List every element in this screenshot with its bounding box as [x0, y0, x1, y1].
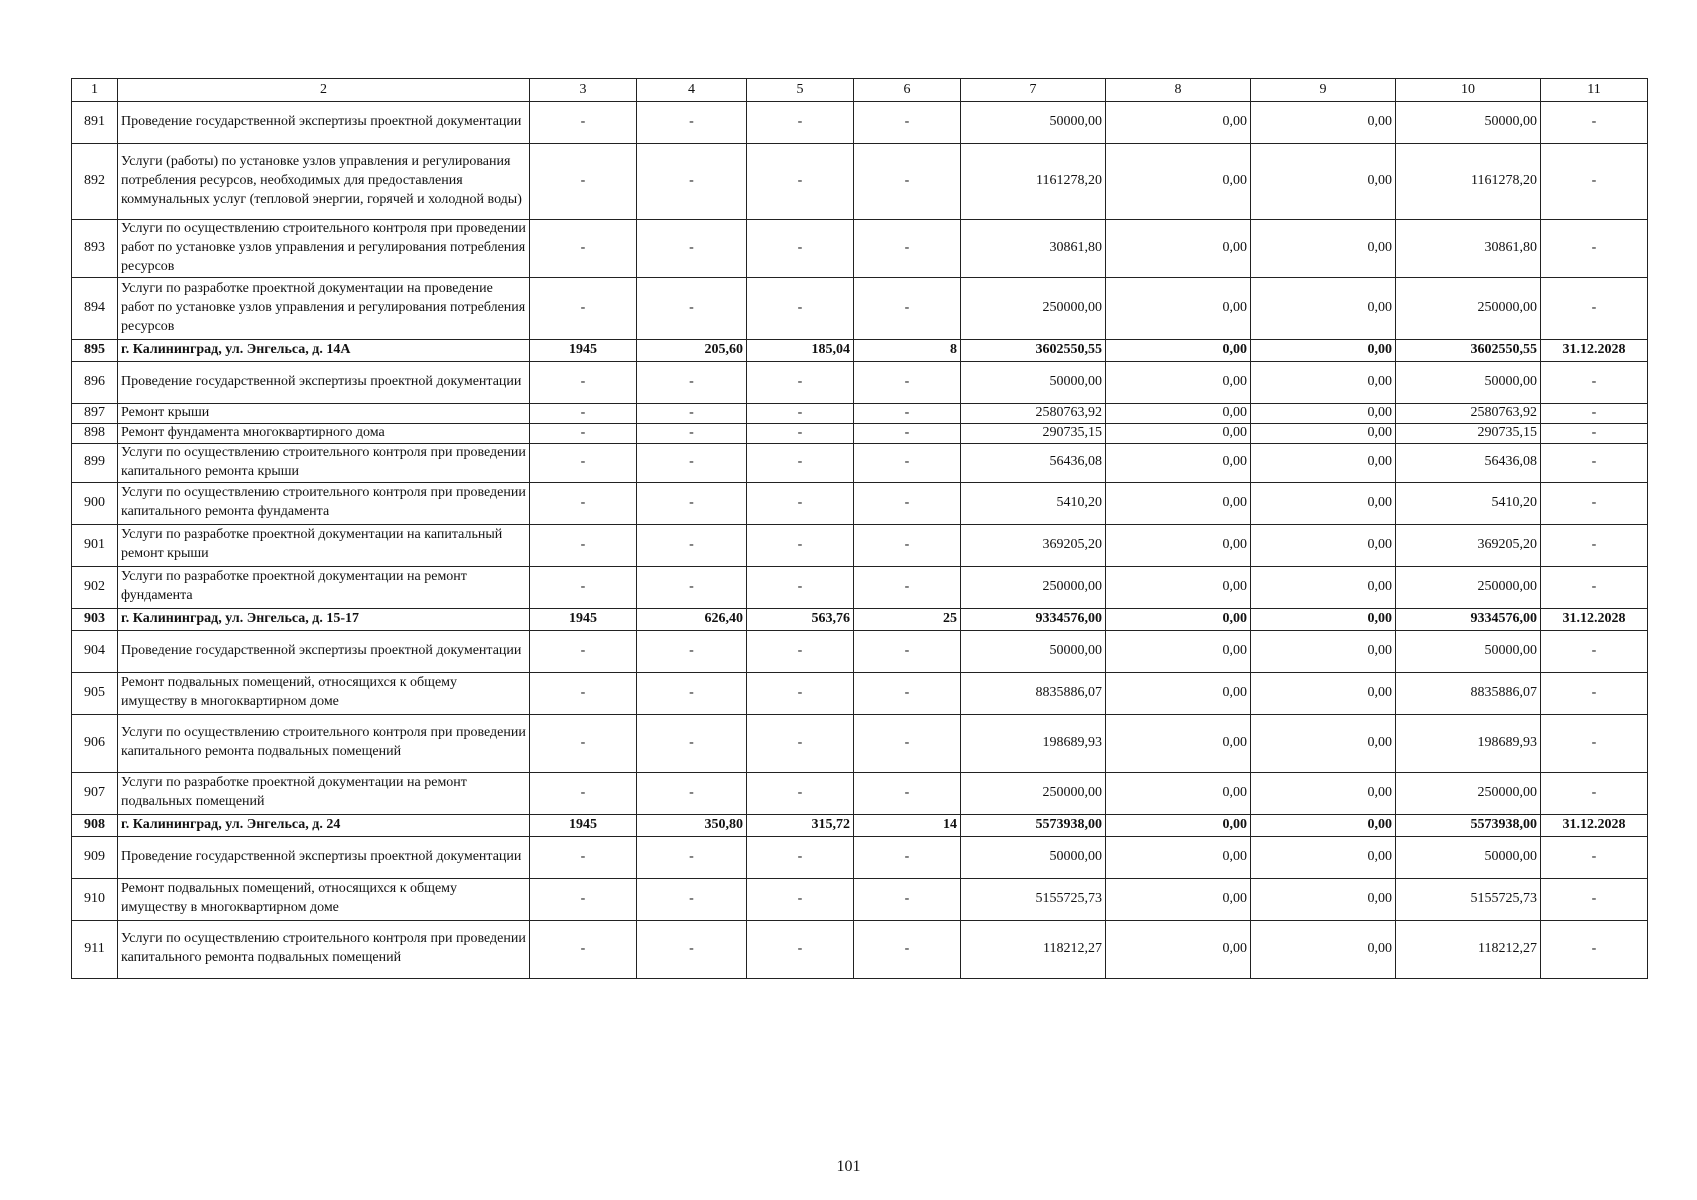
- cell-fund-regional: 0,00: [1106, 404, 1251, 424]
- cell-year-built: -: [530, 566, 637, 608]
- cell-living-area: -: [747, 524, 854, 566]
- cell-completion-date: 31.12.2028: [1541, 814, 1648, 836]
- cell-row-number: 900: [72, 482, 118, 524]
- cell-year-built: -: [530, 423, 637, 443]
- cell-total-cost: 5410,20: [961, 482, 1106, 524]
- cell-total-cost: 50000,00: [961, 102, 1106, 144]
- cell-owner-funds: 8835886,07: [1396, 672, 1541, 714]
- cell-total-area: -: [637, 878, 747, 920]
- cell-row-number: 908: [72, 814, 118, 836]
- address-row: [72, 340, 1648, 362]
- table-row: [72, 482, 1648, 524]
- cell-total-area: -: [637, 144, 747, 220]
- cell-fund-local: 0,00: [1251, 404, 1396, 424]
- cell-fund-regional: 0,00: [1106, 340, 1251, 362]
- cell-work-description: Услуги по осуществлению строительного контроля при проведении капитального ремонта подвальных помещений: [118, 920, 530, 978]
- cell-fund-regional: 0,00: [1106, 920, 1251, 978]
- table-row: [72, 772, 1648, 814]
- cell-fund-regional: 0,00: [1106, 608, 1251, 630]
- cell-owner-funds: 50000,00: [1396, 362, 1541, 404]
- cell-year-built: -: [530, 443, 637, 482]
- cell-year-built: -: [530, 878, 637, 920]
- cell-fund-local: 0,00: [1251, 278, 1396, 340]
- cell-fund-regional: 0,00: [1106, 524, 1251, 566]
- cell-fund-local: 0,00: [1251, 423, 1396, 443]
- table-row: [72, 878, 1648, 920]
- cell-fund-local: 0,00: [1251, 878, 1396, 920]
- cell-total-area: -: [637, 278, 747, 340]
- cell-total-cost: 30861,80: [961, 220, 1106, 278]
- cell-total-cost: 290735,15: [961, 423, 1106, 443]
- cell-row-number: 894: [72, 278, 118, 340]
- column-header-8: 8: [1106, 79, 1251, 102]
- cell-year-built: 1945: [530, 340, 637, 362]
- column-header-3: 3: [530, 79, 637, 102]
- cell-completion-date: -: [1541, 278, 1648, 340]
- cell-year-built: -: [530, 672, 637, 714]
- cell-fund-regional: 0,00: [1106, 566, 1251, 608]
- cell-total-area: -: [637, 423, 747, 443]
- cell-total-cost: 1161278,20: [961, 144, 1106, 220]
- cell-row-number: 898: [72, 423, 118, 443]
- cell-work-description: г. Калининград, ул. Энгельса, д. 24: [118, 814, 530, 836]
- table-row: [72, 423, 1648, 443]
- cell-total-area: -: [637, 772, 747, 814]
- cell-total-area: 205,60: [637, 340, 747, 362]
- cell-work-description: Проведение государственной экспертизы проектной документации: [118, 362, 530, 404]
- address-row: [72, 814, 1648, 836]
- cell-total-area: -: [637, 220, 747, 278]
- cell-owner-funds: 30861,80: [1396, 220, 1541, 278]
- cell-fund-local: 0,00: [1251, 220, 1396, 278]
- cell-year-built: -: [530, 524, 637, 566]
- cell-living-area: -: [747, 772, 854, 814]
- cell-living-area: -: [747, 672, 854, 714]
- cell-living-area: -: [747, 220, 854, 278]
- cell-total-area: -: [637, 836, 747, 878]
- cell-residents-count: -: [854, 404, 961, 424]
- cell-total-area: -: [637, 404, 747, 424]
- cell-year-built: -: [530, 714, 637, 772]
- column-header-7: 7: [961, 79, 1106, 102]
- cell-total-area: -: [637, 524, 747, 566]
- cell-total-cost: 250000,00: [961, 772, 1106, 814]
- cell-total-area: -: [637, 714, 747, 772]
- cell-living-area: 315,72: [747, 814, 854, 836]
- cell-row-number: 911: [72, 920, 118, 978]
- cell-completion-date: -: [1541, 920, 1648, 978]
- cell-total-area: 350,80: [637, 814, 747, 836]
- cell-total-cost: 5155725,73: [961, 878, 1106, 920]
- cell-residents-count: -: [854, 144, 961, 220]
- cell-fund-regional: 0,00: [1106, 772, 1251, 814]
- cell-row-number: 905: [72, 672, 118, 714]
- cell-completion-date: -: [1541, 878, 1648, 920]
- cell-fund-regional: 0,00: [1106, 878, 1251, 920]
- cell-row-number: 907: [72, 772, 118, 814]
- cell-work-description: Услуги по осуществлению строительного контроля при проведении капитального ремонта крыши: [118, 443, 530, 482]
- cell-work-description: г. Калининград, ул. Энгельса, д. 14А: [118, 340, 530, 362]
- cell-completion-date: -: [1541, 423, 1648, 443]
- cell-completion-date: -: [1541, 672, 1648, 714]
- column-header-11: 11: [1541, 79, 1648, 102]
- cell-total-cost: 369205,20: [961, 524, 1106, 566]
- cell-total-cost: 3602550,55: [961, 340, 1106, 362]
- cell-owner-funds: 1161278,20: [1396, 144, 1541, 220]
- cell-fund-local: 0,00: [1251, 920, 1396, 978]
- cell-row-number: 903: [72, 608, 118, 630]
- cell-work-description: Услуги по осуществлению строительного контроля при проведении капитального ремонта подвальных помещений: [118, 714, 530, 772]
- cell-living-area: -: [747, 482, 854, 524]
- cell-completion-date: 31.12.2028: [1541, 340, 1648, 362]
- cell-residents-count: -: [854, 772, 961, 814]
- cell-living-area: -: [747, 836, 854, 878]
- cell-living-area: -: [747, 714, 854, 772]
- cell-year-built: -: [530, 144, 637, 220]
- cell-completion-date: -: [1541, 404, 1648, 424]
- table-row: [72, 672, 1648, 714]
- cell-work-description: Услуги по разработке проектной документации на ремонт фундамента: [118, 566, 530, 608]
- table-row: [72, 714, 1648, 772]
- cell-row-number: 901: [72, 524, 118, 566]
- cell-total-area: -: [637, 482, 747, 524]
- cell-residents-count: -: [854, 630, 961, 672]
- cell-completion-date: -: [1541, 443, 1648, 482]
- cell-total-cost: 50000,00: [961, 362, 1106, 404]
- cell-residents-count: -: [854, 836, 961, 878]
- table-row: [72, 278, 1648, 340]
- cell-fund-regional: 0,00: [1106, 714, 1251, 772]
- cell-work-description: Услуги (работы) по установке узлов управления и регулирования потребления ресурсов, необходимых для предоставления коммунальных услуг (тепловой энергии, горячей и холодной воды): [118, 144, 530, 220]
- cell-fund-local: 0,00: [1251, 608, 1396, 630]
- cell-work-description: Ремонт подвальных помещений, относящихся к общему имуществу в многоквартирном доме: [118, 672, 530, 714]
- cell-residents-count: -: [854, 443, 961, 482]
- cell-owner-funds: 5573938,00: [1396, 814, 1541, 836]
- cell-row-number: 909: [72, 836, 118, 878]
- cell-row-number: 897: [72, 404, 118, 424]
- cell-work-description: Услуги по осуществлению строительного контроля при проведении капитального ремонта фундамента: [118, 482, 530, 524]
- cell-completion-date: -: [1541, 144, 1648, 220]
- cell-residents-count: 25: [854, 608, 961, 630]
- cell-fund-regional: 0,00: [1106, 672, 1251, 714]
- cell-year-built: -: [530, 220, 637, 278]
- cell-work-description: Ремонт фундамента многоквартирного дома: [118, 423, 530, 443]
- cell-completion-date: 31.12.2028: [1541, 608, 1648, 630]
- cell-total-cost: 9334576,00: [961, 608, 1106, 630]
- cell-row-number: 902: [72, 566, 118, 608]
- cell-year-built: -: [530, 404, 637, 424]
- cell-fund-regional: 0,00: [1106, 102, 1251, 144]
- cell-owner-funds: 290735,15: [1396, 423, 1541, 443]
- cell-fund-regional: 0,00: [1106, 362, 1251, 404]
- cell-residents-count: -: [854, 278, 961, 340]
- cell-total-area: -: [637, 920, 747, 978]
- cell-living-area: -: [747, 423, 854, 443]
- table-row: [72, 102, 1648, 144]
- cell-residents-count: -: [854, 423, 961, 443]
- cell-owner-funds: 50000,00: [1396, 836, 1541, 878]
- cell-fund-local: 0,00: [1251, 102, 1396, 144]
- column-header-10: 10: [1396, 79, 1541, 102]
- column-header-5: 5: [747, 79, 854, 102]
- cell-owner-funds: 198689,93: [1396, 714, 1541, 772]
- cell-living-area: -: [747, 102, 854, 144]
- cell-living-area: -: [747, 362, 854, 404]
- cell-year-built: -: [530, 772, 637, 814]
- cell-completion-date: -: [1541, 772, 1648, 814]
- cell-total-area: 626,40: [637, 608, 747, 630]
- table-row: [72, 144, 1648, 220]
- table-body: [72, 79, 1648, 979]
- cell-living-area: -: [747, 630, 854, 672]
- cell-completion-date: -: [1541, 524, 1648, 566]
- cell-fund-local: 0,00: [1251, 443, 1396, 482]
- cell-total-area: -: [637, 443, 747, 482]
- cell-fund-regional: 0,00: [1106, 836, 1251, 878]
- cell-total-area: -: [637, 102, 747, 144]
- page-number: 101: [836, 1158, 861, 1175]
- cell-living-area: -: [747, 443, 854, 482]
- cell-living-area: -: [747, 566, 854, 608]
- cell-work-description: Проведение государственной экспертизы проектной документации: [118, 102, 530, 144]
- cell-residents-count: -: [854, 566, 961, 608]
- cell-owner-funds: 56436,08: [1396, 443, 1541, 482]
- cell-fund-local: 0,00: [1251, 482, 1396, 524]
- cell-year-built: -: [530, 630, 637, 672]
- cell-work-description: г. Калининград, ул. Энгельса, д. 15-17: [118, 608, 530, 630]
- cell-owner-funds: 250000,00: [1396, 566, 1541, 608]
- cell-residents-count: 14: [854, 814, 961, 836]
- cell-fund-regional: 0,00: [1106, 443, 1251, 482]
- cell-residents-count: -: [854, 220, 961, 278]
- table-row: [72, 630, 1648, 672]
- cell-total-area: -: [637, 566, 747, 608]
- cell-year-built: -: [530, 278, 637, 340]
- cell-total-cost: 8835886,07: [961, 672, 1106, 714]
- cell-living-area: 185,04: [747, 340, 854, 362]
- cell-row-number: 892: [72, 144, 118, 220]
- cell-row-number: 904: [72, 630, 118, 672]
- cell-owner-funds: 2580763,92: [1396, 404, 1541, 424]
- cell-owner-funds: 50000,00: [1396, 102, 1541, 144]
- column-header-9: 9: [1251, 79, 1396, 102]
- cell-completion-date: -: [1541, 836, 1648, 878]
- cell-owner-funds: 250000,00: [1396, 772, 1541, 814]
- cell-fund-regional: 0,00: [1106, 278, 1251, 340]
- cell-total-cost: 56436,08: [961, 443, 1106, 482]
- cell-total-area: -: [637, 362, 747, 404]
- cell-fund-local: 0,00: [1251, 630, 1396, 672]
- cell-total-cost: 118212,27: [961, 920, 1106, 978]
- cell-row-number: 906: [72, 714, 118, 772]
- cell-total-cost: 250000,00: [961, 278, 1106, 340]
- cell-completion-date: -: [1541, 102, 1648, 144]
- cell-row-number: 895: [72, 340, 118, 362]
- cell-total-cost: 2580763,92: [961, 404, 1106, 424]
- cell-fund-local: 0,00: [1251, 144, 1396, 220]
- cell-work-description: Услуги по разработке проектной документации на проведение работ по установке узлов управления и регулирования потребления ресурсов: [118, 278, 530, 340]
- cell-year-built: -: [530, 102, 637, 144]
- cell-owner-funds: 250000,00: [1396, 278, 1541, 340]
- column-header-6: 6: [854, 79, 961, 102]
- cell-work-description: Услуги по разработке проектной документации на ремонт подвальных помещений: [118, 772, 530, 814]
- cell-owner-funds: 5410,20: [1396, 482, 1541, 524]
- cell-total-area: -: [637, 630, 747, 672]
- cell-row-number: 899: [72, 443, 118, 482]
- cell-total-cost: 250000,00: [961, 566, 1106, 608]
- cell-fund-regional: 0,00: [1106, 630, 1251, 672]
- table-row: [72, 404, 1648, 424]
- cell-completion-date: -: [1541, 362, 1648, 404]
- column-header-2: 2: [118, 79, 530, 102]
- cell-living-area: 563,76: [747, 608, 854, 630]
- cell-fund-local: 0,00: [1251, 362, 1396, 404]
- cell-owner-funds: 9334576,00: [1396, 608, 1541, 630]
- cell-residents-count: -: [854, 672, 961, 714]
- table-row: [72, 220, 1648, 278]
- cell-fund-local: 0,00: [1251, 714, 1396, 772]
- cell-total-cost: 50000,00: [961, 630, 1106, 672]
- cell-row-number: 910: [72, 878, 118, 920]
- cell-fund-local: 0,00: [1251, 772, 1396, 814]
- cell-work-description: Ремонт подвальных помещений, относящихся к общему имуществу в многоквартирном доме: [118, 878, 530, 920]
- capital-repair-table: [71, 78, 1648, 979]
- cell-living-area: -: [747, 404, 854, 424]
- table-header-row: [72, 79, 1648, 102]
- cell-living-area: -: [747, 920, 854, 978]
- cell-completion-date: -: [1541, 482, 1648, 524]
- cell-total-area: -: [637, 672, 747, 714]
- cell-work-description: Ремонт крыши: [118, 404, 530, 424]
- cell-fund-local: 0,00: [1251, 672, 1396, 714]
- cell-completion-date: -: [1541, 220, 1648, 278]
- cell-total-cost: 198689,93: [961, 714, 1106, 772]
- cell-living-area: -: [747, 878, 854, 920]
- cell-fund-local: 0,00: [1251, 814, 1396, 836]
- cell-completion-date: -: [1541, 630, 1648, 672]
- cell-year-built: 1945: [530, 608, 637, 630]
- cell-year-built: -: [530, 920, 637, 978]
- cell-residents-count: -: [854, 362, 961, 404]
- table-row: [72, 566, 1648, 608]
- cell-owner-funds: 369205,20: [1396, 524, 1541, 566]
- table-row: [72, 920, 1648, 978]
- cell-fund-regional: 0,00: [1106, 482, 1251, 524]
- cell-residents-count: -: [854, 102, 961, 144]
- cell-residents-count: -: [854, 482, 961, 524]
- cell-year-built: -: [530, 362, 637, 404]
- cell-fund-local: 0,00: [1251, 524, 1396, 566]
- cell-fund-regional: 0,00: [1106, 814, 1251, 836]
- cell-fund-local: 0,00: [1251, 340, 1396, 362]
- cell-fund-regional: 0,00: [1106, 423, 1251, 443]
- cell-work-description: Проведение государственной экспертизы проектной документации: [118, 836, 530, 878]
- cell-row-number: 893: [72, 220, 118, 278]
- cell-completion-date: -: [1541, 714, 1648, 772]
- cell-work-description: Услуги по осуществлению строительного контроля при проведении работ по установке узлов управления и регулирования потребления ресурсов: [118, 220, 530, 278]
- column-header-1: 1: [72, 79, 118, 102]
- cell-residents-count: -: [854, 920, 961, 978]
- cell-row-number: 896: [72, 362, 118, 404]
- cell-fund-regional: 0,00: [1106, 220, 1251, 278]
- cell-owner-funds: 50000,00: [1396, 630, 1541, 672]
- cell-row-number: 891: [72, 102, 118, 144]
- cell-residents-count: -: [854, 524, 961, 566]
- cell-total-cost: 50000,00: [961, 836, 1106, 878]
- table-row: [72, 524, 1648, 566]
- cell-owner-funds: 118212,27: [1396, 920, 1541, 978]
- address-row: [72, 608, 1648, 630]
- table-row: [72, 443, 1648, 482]
- table-row: [72, 362, 1648, 404]
- cell-residents-count: -: [854, 878, 961, 920]
- cell-year-built: -: [530, 482, 637, 524]
- cell-residents-count: -: [854, 714, 961, 772]
- cell-year-built: 1945: [530, 814, 637, 836]
- cell-fund-local: 0,00: [1251, 566, 1396, 608]
- cell-fund-regional: 0,00: [1106, 144, 1251, 220]
- cell-owner-funds: 3602550,55: [1396, 340, 1541, 362]
- cell-owner-funds: 5155725,73: [1396, 878, 1541, 920]
- column-header-4: 4: [637, 79, 747, 102]
- cell-living-area: -: [747, 278, 854, 340]
- cell-fund-local: 0,00: [1251, 836, 1396, 878]
- cell-year-built: -: [530, 836, 637, 878]
- cell-work-description: Услуги по разработке проектной документации на капитальный ремонт крыши: [118, 524, 530, 566]
- cell-total-cost: 5573938,00: [961, 814, 1106, 836]
- cell-residents-count: 8: [854, 340, 961, 362]
- cell-completion-date: -: [1541, 566, 1648, 608]
- cell-living-area: -: [747, 144, 854, 220]
- cell-work-description: Проведение государственной экспертизы проектной документации: [118, 630, 530, 672]
- table-row: [72, 836, 1648, 878]
